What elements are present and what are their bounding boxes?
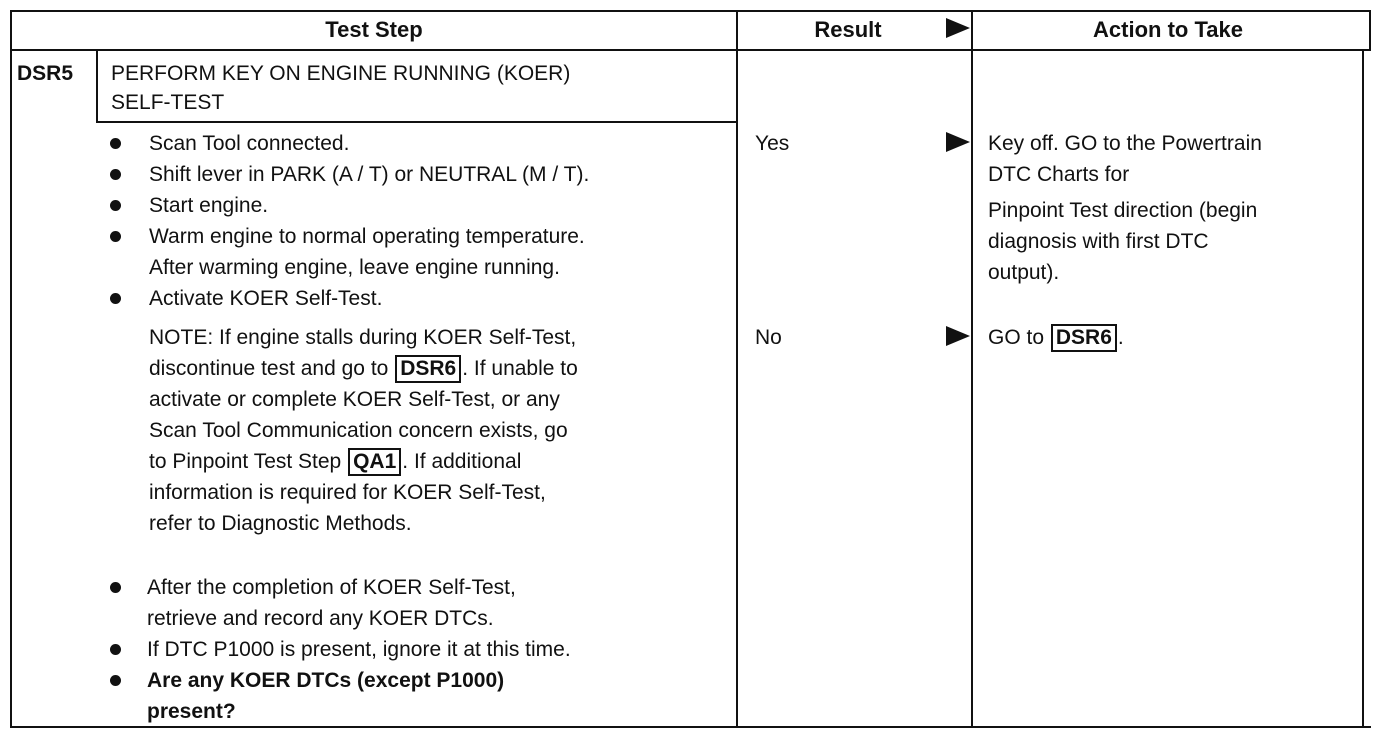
note-line: NOTE: If engine stalls during KOER Self-Test, — [149, 326, 577, 349]
bullet-text: Shift lever in PARK (A / T) or NEUTRAL (M / T). — [149, 163, 590, 186]
rule-action-left — [971, 10, 973, 728]
bullet-text: Scan Tool connected. — [149, 132, 350, 155]
note-line: information is required for KOER Self-Test, — [149, 481, 546, 504]
step-id: DSR5 — [17, 62, 74, 85]
rule-left — [10, 10, 12, 728]
header-test-step: Test Step — [325, 17, 423, 42]
bullet-text: If DTC P1000 is present, ignore it at this time. — [147, 638, 571, 661]
rule-header-bottom — [10, 49, 1371, 51]
action-yes-line: diagnosis with first DTC — [988, 230, 1209, 253]
bullet-icon — [110, 675, 121, 686]
note-line — [149, 446, 521, 477]
bullet-text: Warm engine to normal operating temperature. — [149, 225, 585, 248]
action-yes-line: Pinpoint Test direction (begin — [988, 199, 1258, 222]
bullet-text: Activate KOER Self-Test. — [149, 287, 383, 310]
action-yes-line: output). — [988, 261, 1060, 284]
bullet-text: Start engine. — [149, 194, 269, 217]
no-arrow-icon — [946, 326, 970, 346]
action-no-line — [988, 322, 1124, 353]
note-text: . If unable to — [462, 357, 578, 380]
action-no-text: GO to — [988, 326, 1045, 349]
bullet-text-continued: retrieve and record any KOER DTCs. — [147, 607, 494, 630]
action-yes-line: Key off. GO to the Powertrain — [988, 132, 1262, 155]
step-title-line1: PERFORM KEY ON ENGINE RUNNING (KOER) — [111, 62, 571, 85]
bullet-text: After the completion of KOER Self-Test, — [147, 576, 516, 599]
rule-teststep-right — [736, 10, 738, 728]
result-no: No — [755, 326, 782, 349]
note-text: to Pinpoint Test Step — [149, 450, 342, 473]
note-text: . If additional — [402, 450, 522, 473]
question-text: Are any KOER DTCs (except P1000) — [147, 669, 505, 692]
bullet-icon — [110, 138, 121, 149]
action-yes-line: DTC Charts for — [988, 163, 1130, 186]
rule-right-lower — [1362, 50, 1364, 728]
note-line: refer to Diagnostic Methods. — [149, 512, 412, 535]
note-line: Scan Tool Communication concern exists, go — [149, 419, 568, 442]
yes-arrow-icon — [946, 132, 970, 152]
bullet-icon — [110, 231, 121, 242]
header-arrow-icon — [946, 18, 970, 38]
note-line: activate or complete KOER Self-Test, or any — [149, 388, 560, 411]
bullet-text-continued: After warming engine, leave engine running. — [149, 256, 560, 279]
header-action: Action to Take — [1093, 17, 1243, 42]
bullet-icon — [110, 644, 121, 655]
dsr6-step-reference[interactable]: DSR6 — [395, 355, 461, 383]
note-text: discontinue test and go to — [149, 357, 389, 380]
rule-top — [10, 10, 1371, 12]
note-line — [149, 353, 578, 384]
bullet-icon — [110, 582, 121, 593]
step-title-line2: SELF-TEST — [111, 91, 225, 114]
rule-step-bottom — [98, 121, 738, 123]
bullet-icon — [110, 293, 121, 304]
qa1-step-reference[interactable]: QA1 — [348, 448, 401, 476]
question-text-continued: present? — [147, 700, 236, 723]
header-result: Result — [814, 17, 882, 42]
result-yes: Yes — [755, 132, 790, 155]
bullet-icon — [110, 200, 121, 211]
rule-id-divider — [96, 49, 98, 123]
rule-right — [1369, 10, 1371, 50]
action-no-text: . — [1117, 326, 1124, 349]
bullet-icon — [110, 169, 121, 180]
dsr6-action-reference[interactable]: DSR6 — [1051, 324, 1117, 352]
